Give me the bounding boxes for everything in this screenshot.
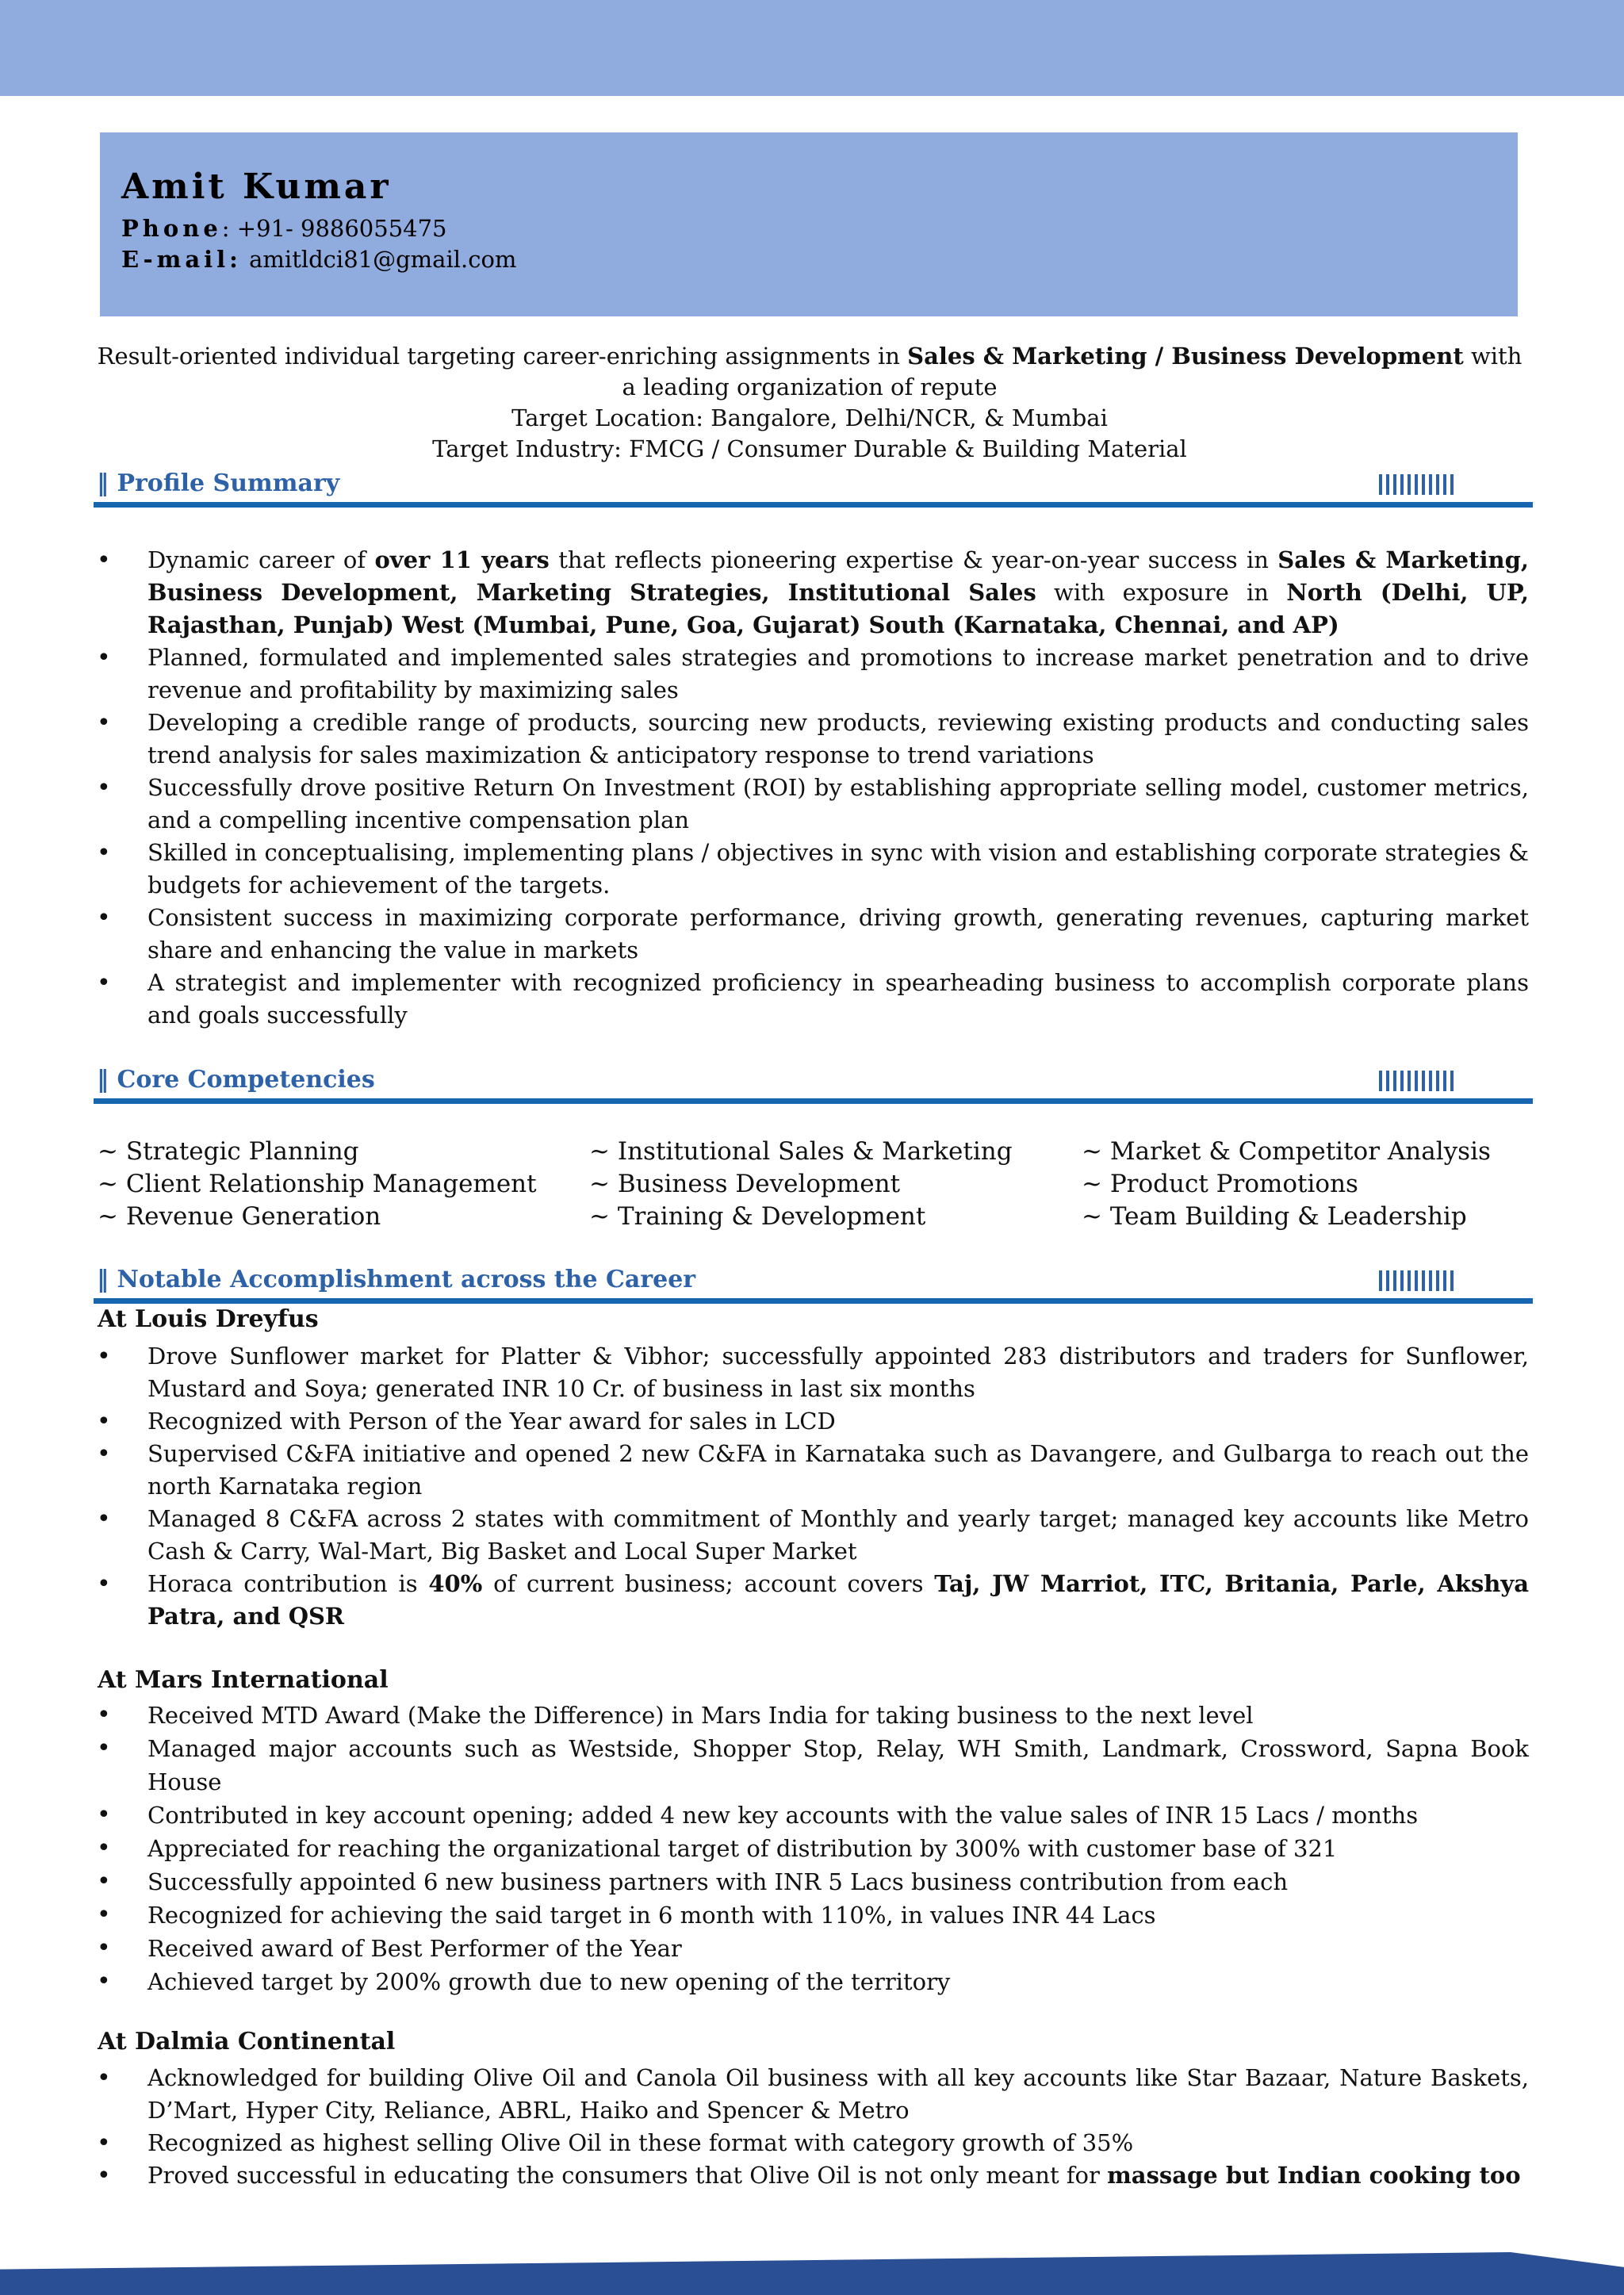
- section-title: ‖ Profile Summary: [97, 469, 340, 497]
- objective-pre: Result-oriented individual targeting career-enriching assignments in: [97, 343, 908, 370]
- list-item: • Achieved target by 200% growth due to new opening of the territory: [94, 1965, 1529, 1998]
- list-item: • Recognized with Person of the Year award for sales in LCD: [94, 1405, 1529, 1438]
- barcode-ornament: [1379, 474, 1454, 495]
- text-bold: Taj, JW Marriot, ITC, Britania, Parle, Akshya Patra, and QSR: [147, 1570, 1529, 1630]
- email-line: [121, 246, 516, 273]
- competency-column: [589, 1136, 1013, 1233]
- text-bold: massage but Indian cooking too: [1107, 2162, 1521, 2189]
- profile-summary-list: [94, 544, 1529, 1032]
- list-item: • Received award of Best Performer of the Year: [94, 1932, 1529, 1965]
- louis-dreyfus-list: [94, 1340, 1529, 1633]
- list-item: • Contributed in key account opening; added 4 new key accounts with the value sales of INR 15 Lacs / months: [94, 1799, 1529, 1832]
- top-band: [0, 0, 1624, 96]
- company-heading-louis-dreyfus: At Louis Dreyfus: [98, 1305, 319, 1333]
- text-bold: North (Delhi, UP, Rajasthan, Punjab) West (Mumbai, Pune, Goa, Gujarat) South (Karnataka, Chennai, and AP): [147, 579, 1529, 638]
- objective-statement: [91, 341, 1528, 403]
- list-item: • Skilled in conceptualising, implementing plans / objectives in sync with vision and establishing corporate strategies & budgets for achievement of the targets.: [94, 837, 1529, 902]
- list-item: • Acknowledged for building Olive Oil and Canola Oil business with all key accounts like Star Bazaar, Nature Baskets, D’Mart, Hyper City, Reliance, ABRL, Haiko and Spencer & Metro: [94, 2062, 1529, 2127]
- competency-item: ~ Revenue Generation: [98, 1202, 381, 1231]
- target-industry: Target Industry: FMCG / Consumer Durable & Building Material: [432, 435, 1187, 462]
- profile-summary-header: [94, 466, 1533, 508]
- text-bold: over 11 years: [374, 546, 550, 573]
- objective: [91, 341, 1528, 465]
- phone-line: [121, 215, 447, 242]
- text: Horaca contribution is: [147, 1570, 429, 1597]
- barcode-ornament: [1379, 1071, 1454, 1091]
- competency-item: ~ Market & Competitor Analysis: [1082, 1137, 1491, 1166]
- competency-item: ~ Institutional Sales & Marketing: [589, 1137, 1013, 1166]
- bottom-band: [0, 2252, 1624, 2295]
- company-heading-mars: At Mars International: [98, 1666, 389, 1694]
- list-item: • Managed major accounts such as Westside, Shopper Stop, Relay, WH Smith, Landmark, Crossword, Sapna Book House: [94, 1732, 1529, 1799]
- list-item: • Consistent success in maximizing corporate performance, driving growth, generating revenues, capturing market share and enhancing the value in markets: [94, 902, 1529, 967]
- company-heading-dalmia: At Dalmia Continental: [98, 2028, 396, 2056]
- list-item: • Managed 8 C&FA across 2 states with commitment of Monthly and yearly target; managed key accounts like Metro Cash & Carry, Wal-Mart, Big Basket and Local Super Market: [94, 1503, 1529, 1568]
- text: Dynamic career of: [147, 546, 375, 573]
- list-item: • Drove Sunflower market for Platter & Vibhor; successfully appointed 283 distributors and traders for Sunflower, Mustard and Soya; generated INR 10 Cr. of business in last six months: [94, 1340, 1529, 1405]
- dalmia-list: [94, 2062, 1529, 2192]
- list-item: • A strategist and implementer with recognized proficiency in spearheading business to accomplish corporate plans and goals successfully: [94, 967, 1529, 1032]
- list-item: • Appreciated for reaching the organizational target of distribution by 300% with customer base of 321: [94, 1832, 1529, 1865]
- barcode-ornament: [1379, 1270, 1454, 1291]
- list-item: • Received MTD Award (Make the Difference) in Mars India for taking business to the next level: [94, 1699, 1529, 1732]
- competency-item: ~ Strategic Planning: [98, 1137, 359, 1166]
- objective-focus: Sales & Marketing / Business Development: [907, 343, 1464, 370]
- target-location: Target Location: Bangalore, Delhi/NCR, & Mumbai: [511, 404, 1108, 431]
- text: Proved successful in educating the consumers that Olive Oil is not only meant for: [147, 2162, 1108, 2189]
- competency-column: [1082, 1136, 1491, 1233]
- competency-item: ~ Business Development: [589, 1170, 901, 1198]
- text: with exposure in: [1036, 579, 1287, 606]
- text: that reflects pioneering expertise & year-on-year success in: [549, 546, 1278, 573]
- core-competencies-header: [94, 1062, 1533, 1104]
- competency-item: ~ Client Relationship Management: [98, 1170, 537, 1198]
- phone-value: : +91- 9886055475: [221, 215, 447, 242]
- candidate-name: Amit Kumar: [121, 167, 392, 207]
- mars-list: [94, 1699, 1529, 1998]
- list-item: • Supervised C&FA initiative and opened 2 new C&FA in Karnataka such as Davangere, and Gulbarga to reach out the north Karnataka region: [94, 1438, 1529, 1503]
- email-value[interactable]: amitldci81@gmail.com: [249, 246, 517, 273]
- email-label: E-mail:: [121, 246, 242, 273]
- list-item: [94, 2159, 1529, 2192]
- competency-item: ~ Team Building & Leadership: [1082, 1202, 1467, 1231]
- list-item: • Recognized for achieving the said target in 6 month with 110%, in values INR 44 Lacs: [94, 1898, 1529, 1932]
- accomplishments-header: [94, 1262, 1533, 1304]
- list-item: • Successfully drove positive Return On Investment (ROI) by establishing appropriate selling model, customer metrics, and a compelling incentive compensation plan: [94, 772, 1529, 837]
- list-item: • Recognized as highest selling Olive Oil in these format with category growth of 35%: [94, 2127, 1529, 2159]
- list-item: [94, 1568, 1529, 1633]
- text-bold: 40%: [428, 1570, 483, 1597]
- objective-post: with a leading organization of repute: [622, 343, 1522, 400]
- competency-item: ~ Training & Development: [589, 1202, 926, 1231]
- phone-label: Phone: [121, 215, 222, 242]
- list-item: • Successfully appointed 6 new business partners with INR 5 Lacs business contribution from each: [94, 1865, 1529, 1898]
- list-item: • Developing a credible range of products, sourcing new products, reviewing existing products and conducting sales trend analysis for sales maximization & anticipatory response to trend variations: [94, 707, 1529, 772]
- text-bold: Sales & Marketing, Business Development, Marketing Strategies, Institutional Sales: [147, 546, 1529, 606]
- section-title: ‖ Notable Accomplishment across the Career: [97, 1266, 696, 1293]
- text: of current business; account covers: [482, 1570, 935, 1597]
- list-item: • Planned, formulated and implemented sales strategies and promotions to increase market penetration and to drive revenue and profitability by maximizing sales: [94, 642, 1529, 707]
- list-item: [94, 544, 1529, 642]
- section-title: ‖ Core Competencies: [97, 1066, 375, 1094]
- competency-column: [98, 1136, 537, 1233]
- competency-item: ~ Product Promotions: [1082, 1170, 1358, 1198]
